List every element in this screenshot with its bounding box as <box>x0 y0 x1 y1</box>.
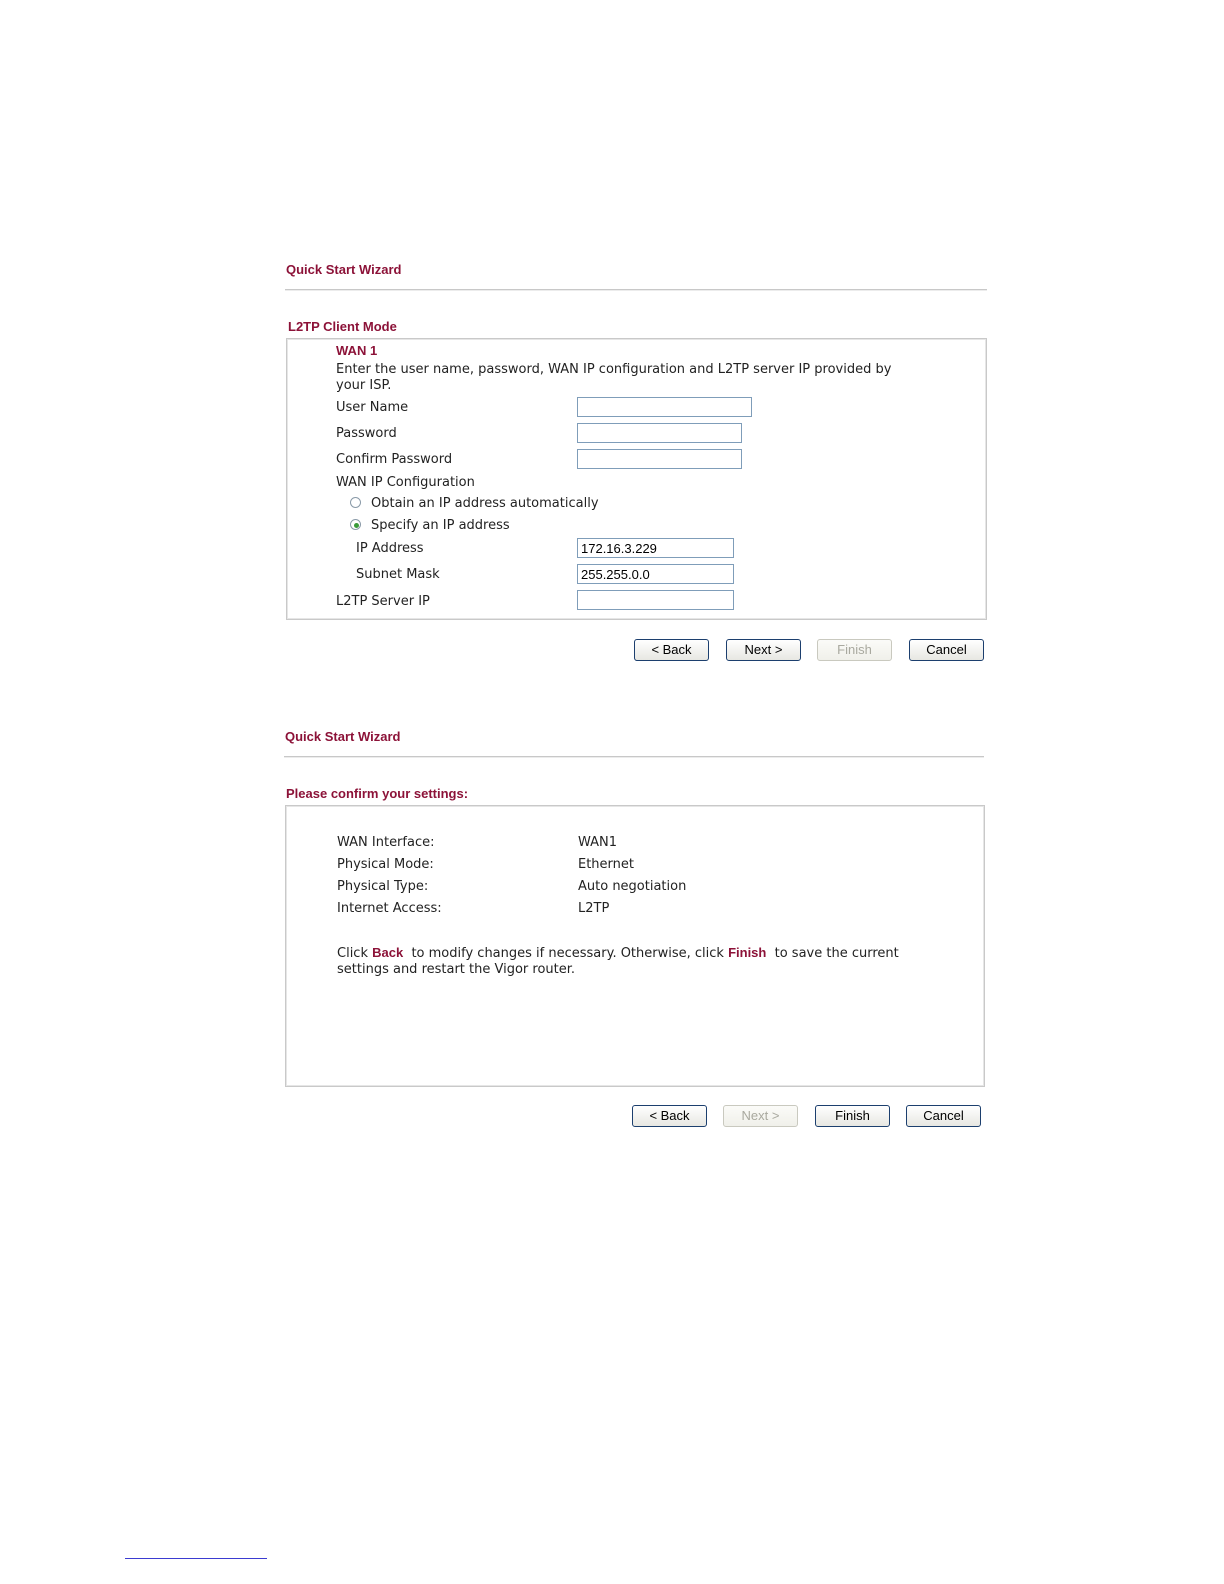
wan-heading: WAN 1 <box>336 343 378 358</box>
obtain-auto-radio[interactable] <box>350 497 361 508</box>
instructions-line2: your ISP. <box>336 378 392 393</box>
finish-button-disabled: Finish <box>817 639 892 661</box>
confirm-password-input[interactable] <box>577 449 742 469</box>
user-name-input[interactable] <box>577 397 752 417</box>
summary-label-internet-access: Internet Access: <box>337 901 442 916</box>
summary-label-wan-interface: WAN Interface: <box>337 835 435 850</box>
cancel-button[interactable]: Cancel <box>909 639 984 661</box>
wan-ip-config-label: WAN IP Configuration <box>336 475 475 490</box>
wizard1-divider <box>285 289 987 291</box>
user-name-label: User Name <box>336 400 409 415</box>
l2tp-server-ip-input[interactable] <box>577 590 734 610</box>
confirm-note-line1 <box>337 945 899 961</box>
finish-button[interactable]: Finish <box>815 1105 890 1127</box>
password-label: Password <box>336 426 397 441</box>
confirm-section-title: Please confirm your settings: <box>286 786 469 801</box>
ip-address-label: IP Address <box>356 541 424 556</box>
summary-value-wan-interface: WAN1 <box>578 835 618 850</box>
instructions-line1: Enter the user name, password, WAN IP configuration and L2TP server IP provided by <box>336 362 892 377</box>
back-button-confirm[interactable]: < Back <box>632 1105 707 1127</box>
note-back-word: Back <box>372 945 404 960</box>
ip-address-input[interactable] <box>577 538 734 558</box>
wizard1-title: Quick Start Wizard <box>286 262 402 277</box>
back-button[interactable]: < Back <box>634 639 709 661</box>
specify-ip-radio[interactable] <box>350 519 361 530</box>
confirm-password-label: Confirm Password <box>336 452 453 467</box>
summary-value-physical-type: Auto negotiation <box>578 879 687 894</box>
wizard2-divider <box>284 756 984 758</box>
summary-value-internet-access: L2TP <box>578 901 610 916</box>
note-finish-word: Finish <box>728 945 767 960</box>
note-text-3: to save the current <box>766 946 899 961</box>
summary-label-physical-mode: Physical Mode: <box>337 857 434 872</box>
summary-value-physical-mode: Ethernet <box>578 857 634 872</box>
l2tp-section-title: L2TP Client Mode <box>288 319 397 334</box>
cancel-button-confirm[interactable]: Cancel <box>906 1105 981 1127</box>
l2tp-server-ip-label: L2TP Server IP <box>336 594 430 609</box>
password-input[interactable] <box>577 423 742 443</box>
subnet-mask-label: Subnet Mask <box>356 567 440 582</box>
obtain-auto-label: Obtain an IP address automatically <box>371 496 599 511</box>
note-text-2: to modify changes if necessary. Otherwise, click <box>403 946 729 961</box>
wizard2-title: Quick Start Wizard <box>285 729 401 744</box>
summary-label-physical-type: Physical Type: <box>337 879 429 894</box>
footer-rule <box>125 1558 267 1559</box>
next-button-disabled: Next > <box>723 1105 798 1127</box>
confirm-note-line2: settings and restart the Vigor router. <box>337 962 576 977</box>
next-button[interactable]: Next > <box>726 639 801 661</box>
note-text-1: Click <box>337 946 373 961</box>
subnet-mask-input[interactable] <box>577 564 734 584</box>
specify-ip-label: Specify an IP address <box>371 518 510 533</box>
